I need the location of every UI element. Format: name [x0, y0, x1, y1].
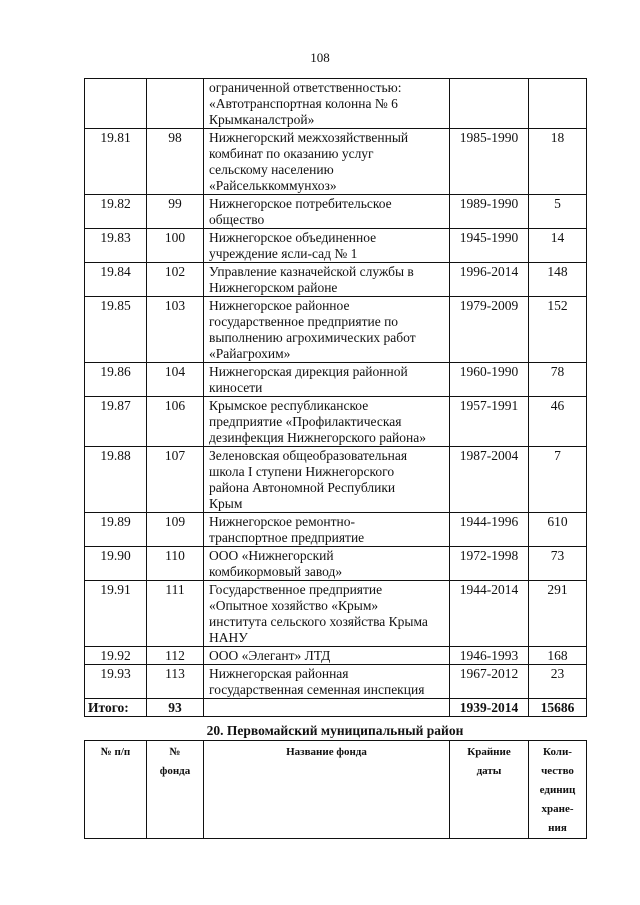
cell-count: 7 — [529, 447, 587, 513]
cell-fund — [147, 79, 204, 129]
name-line: ограниченной ответственностью: — [209, 80, 402, 95]
cell-count: 610 — [529, 513, 587, 547]
funds-table — [84, 78, 587, 717]
cell-fund: 113 — [147, 665, 204, 699]
cell-num: 19.82 — [85, 195, 147, 229]
name-line: Крым — [209, 496, 243, 511]
cell-dates: 1944-2014 — [450, 581, 529, 647]
section-header-table — [84, 740, 587, 839]
table-row-continuation — [85, 79, 587, 129]
cell-dates: 1979-2009 — [450, 297, 529, 363]
name-line: Крымское республиканское — [209, 398, 369, 413]
table-row — [85, 363, 587, 397]
cell-num: 19.85 — [85, 297, 147, 363]
name-line: государственная семенная инспекция — [209, 682, 425, 697]
total-dates: 1939-2014 — [450, 699, 529, 717]
table-row — [85, 297, 587, 363]
cell-dates: 1960-1990 — [450, 363, 529, 397]
cell-num: 19.92 — [85, 647, 147, 665]
cell-dates: 1972-1998 — [450, 547, 529, 581]
cell-name — [204, 513, 450, 547]
cell-name — [204, 547, 450, 581]
cell-count: 18 — [529, 129, 587, 195]
header-num — [85, 741, 147, 839]
cell-fund: 110 — [147, 547, 204, 581]
total-label: Итого: — [85, 699, 147, 717]
total-count: 15686 — [529, 699, 587, 717]
header-line: Крайние — [467, 746, 511, 758]
name-line: НАНУ — [209, 630, 248, 645]
name-line: государственное предприятие по — [209, 314, 399, 329]
name-line: сельскому населению — [209, 162, 334, 177]
name-line: комбинат по оказанию услуг — [209, 146, 374, 161]
name-line: «Райагрохим» — [209, 346, 291, 361]
table-row — [85, 447, 587, 513]
header-fund — [147, 741, 204, 839]
header-line: даты — [476, 765, 502, 777]
table-row — [85, 129, 587, 195]
cell-count: 152 — [529, 297, 587, 363]
cell-num — [85, 79, 147, 129]
cell-dates: 1967-2012 — [450, 665, 529, 699]
cell-name — [204, 647, 450, 665]
cell-fund: 98 — [147, 129, 204, 195]
name-line: Нижнегорском районе — [209, 280, 338, 295]
cell-num: 19.89 — [85, 513, 147, 547]
header-line: чество — [541, 765, 574, 777]
cell-count: 73 — [529, 547, 587, 581]
table-row — [85, 397, 587, 447]
cell-fund: 106 — [147, 397, 204, 447]
table-row — [85, 195, 587, 229]
name-line: Зеленовская общеобразовательная — [209, 448, 408, 463]
table-row — [85, 229, 587, 263]
header-row — [85, 741, 587, 839]
cell-num: 19.93 — [85, 665, 147, 699]
cell-fund: 100 — [147, 229, 204, 263]
header-name — [204, 741, 450, 839]
cell-fund: 107 — [147, 447, 204, 513]
cell-count: 14 — [529, 229, 587, 263]
total-fund: 93 — [147, 699, 204, 717]
cell-num: 19.81 — [85, 129, 147, 195]
table-row — [85, 581, 587, 647]
cell-num: 19.86 — [85, 363, 147, 397]
cell-name — [204, 195, 450, 229]
cell-name — [204, 79, 450, 129]
name-line: Нижнегорское объединенное — [209, 230, 377, 245]
header-line: единиц — [539, 784, 576, 796]
cell-name — [204, 447, 450, 513]
cell-fund: 104 — [147, 363, 204, 397]
cell-name — [204, 229, 450, 263]
name-line: транспортное предприятие — [209, 530, 365, 545]
name-line: ООО «Элегант» ЛТД — [209, 648, 331, 663]
cell-name — [204, 129, 450, 195]
cell-name — [204, 363, 450, 397]
cell-dates: 1987-2004 — [450, 447, 529, 513]
header-line: Коли- — [543, 746, 572, 758]
name-line: Управление казначейской службы в — [209, 264, 414, 279]
cell-dates: 1944-1996 — [450, 513, 529, 547]
name-line: «Райсельккоммунхоз» — [209, 178, 337, 193]
name-line: учреждение ясли-сад № 1 — [209, 246, 358, 261]
header-line: ния — [548, 822, 567, 834]
name-line: Нижнегорская районная — [209, 666, 349, 681]
cell-count: 5 — [529, 195, 587, 229]
table-row — [85, 263, 587, 297]
cell-num: 19.84 — [85, 263, 147, 297]
cell-count — [529, 79, 587, 129]
name-line: выполнению агрохимических работ — [209, 330, 416, 345]
cell-fund: 99 — [147, 195, 204, 229]
header-line: № п/п — [100, 746, 131, 758]
cell-name — [204, 665, 450, 699]
cell-name — [204, 581, 450, 647]
name-line: общество — [209, 212, 265, 227]
name-line: «Опытное хозяйство «Крым» — [209, 598, 379, 613]
name-line: Нижнегорская дирекция районной — [209, 364, 408, 379]
cell-fund: 112 — [147, 647, 204, 665]
name-line: Нижнегорское ремонтно- — [209, 514, 355, 529]
funds-table-body — [85, 79, 587, 717]
header-line: хране- — [541, 803, 574, 815]
header-dates — [450, 741, 529, 839]
cell-dates: 1985-1990 — [450, 129, 529, 195]
total-name — [204, 699, 450, 717]
name-line: киносети — [209, 380, 263, 395]
name-line: «Автотранспортная колонна № 6 — [209, 96, 398, 111]
cell-dates: 1957-1991 — [450, 397, 529, 447]
table-row — [85, 647, 587, 665]
header-count — [529, 741, 587, 839]
name-line: Нижнегорское потребительское — [209, 196, 392, 211]
cell-fund: 109 — [147, 513, 204, 547]
name-line: института сельского хозяйства Крыма — [209, 614, 428, 629]
cell-dates: 1946-1993 — [450, 647, 529, 665]
cell-fund: 102 — [147, 263, 204, 297]
section-title: 20. Первомайский муниципальный район — [206, 723, 464, 738]
cell-num: 19.91 — [85, 581, 147, 647]
header-line: Название фонда — [286, 746, 367, 758]
cell-count: 78 — [529, 363, 587, 397]
name-line: предприятие «Профилактическая — [209, 414, 402, 429]
cell-count: 168 — [529, 647, 587, 665]
cell-name — [204, 297, 450, 363]
cell-dates: 1996-2014 — [450, 263, 529, 297]
name-line: Нижнегорское районное — [209, 298, 350, 313]
name-line: дезинфекция Нижнегорского района» — [209, 430, 426, 445]
table-row — [85, 665, 587, 699]
cell-dates — [450, 79, 529, 129]
cell-fund: 111 — [147, 581, 204, 647]
name-line: комбикормовый завод» — [209, 564, 343, 579]
name-line: Государственное предприятие — [209, 582, 383, 597]
cell-count: 46 — [529, 397, 587, 447]
cell-count: 291 — [529, 581, 587, 647]
name-line: ООО «Нижнегорский — [209, 548, 334, 563]
cell-count: 148 — [529, 263, 587, 297]
header-line: № — [169, 746, 181, 758]
cell-num: 19.90 — [85, 547, 147, 581]
name-line: Крымканалстрой» — [209, 112, 315, 127]
table-row — [85, 513, 587, 547]
total-row — [85, 699, 587, 717]
cell-count: 23 — [529, 665, 587, 699]
cell-name — [204, 397, 450, 447]
table-row — [85, 547, 587, 581]
page-number: 108 — [310, 50, 330, 65]
cell-dates: 1945-1990 — [450, 229, 529, 263]
name-line: района Автономной Республики — [209, 480, 396, 495]
cell-fund: 103 — [147, 297, 204, 363]
name-line: школа I ступени Нижнегорского — [209, 464, 395, 479]
cell-num: 19.87 — [85, 397, 147, 447]
cell-num: 19.83 — [85, 229, 147, 263]
cell-name — [204, 263, 450, 297]
cell-dates: 1989-1990 — [450, 195, 529, 229]
header-line: фонда — [159, 765, 191, 777]
name-line: Нижнегорский межхозяйственный — [209, 130, 409, 145]
cell-num: 19.88 — [85, 447, 147, 513]
